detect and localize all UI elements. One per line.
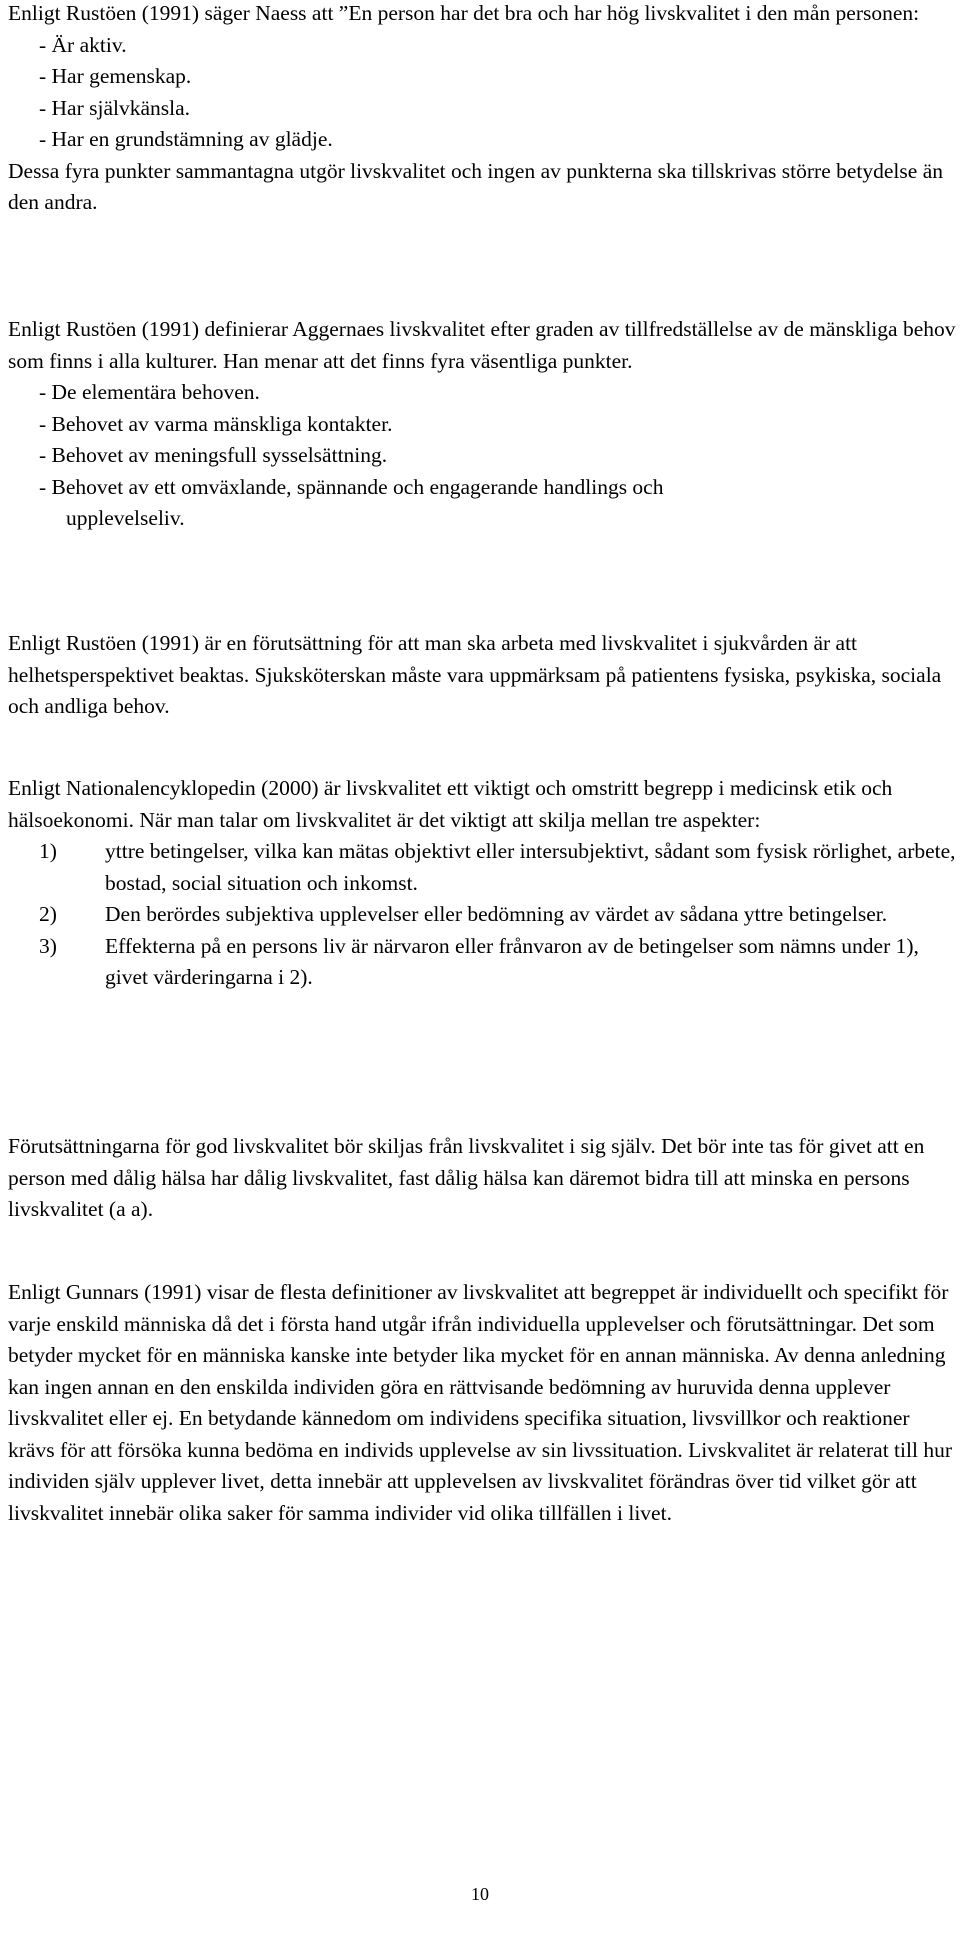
numbered-item xyxy=(8,836,958,899)
section-nationalencyklopedin xyxy=(8,773,958,994)
item-text: Effekterna på en persons liv är närvaron eller frånvaron av de betingelser som nämns under 1), givet värderingarna i 2). xyxy=(105,933,919,989)
paragraph: Enligt Nationalencyklopedin (2000) är livskvalitet ett viktigt och omstritt begrepp i medicinsk etik och hälsoekonomi. När man talar om livskvalitet är det viktigt att skilja mellan tre aspekter: xyxy=(8,776,893,832)
item-text: yttre betingelser, vilka kan mätas objektivt eller intersubjektivt, sådant som fysisk rörlighet, arbete, bostad, social situation och inkomst. xyxy=(105,839,956,895)
numbered-item xyxy=(8,931,958,994)
section-forutsattningar xyxy=(8,1131,958,1226)
item-number: 3) xyxy=(39,933,57,958)
paragraph: Enligt Rustöen (1991) är en förutsättning för att man ska arbeta med livskvalitet i sjukvården är att helhetsperspektivet beaktas. Sjuksköterskan måste vara uppmärksam på patientens fysiska, psykiska, sociala och andliga behov. xyxy=(8,631,942,718)
list-item: - Behovet av ett omväxlande, spännande och engagerande handlings och xyxy=(39,474,664,499)
list-item: - Är aktiv. xyxy=(39,32,127,57)
section-aggernaes xyxy=(8,314,958,535)
item-number: 1) xyxy=(39,839,57,863)
item-text: Den berördes subjektiva upplevelser eller bedömning av värdet av sådana yttre betingelser. xyxy=(105,902,888,926)
section-naess xyxy=(8,0,958,219)
list-item: - Behovet av meningsfull sysselsättning. xyxy=(39,443,388,467)
section-gunnars xyxy=(8,1277,958,1529)
list-item: - Har gemenskap. xyxy=(39,64,192,88)
list-item: - Har självkänsla. xyxy=(39,95,191,120)
paragraph: Förutsättningarna för god livskvalitet bör skiljas från livskvalitet i sig själv. Det bör inte tas för givet att en person med dålig hälsa har dålig livskvalitet, fast dålig hälsa kan däremot bidra till att minska en persons livskvalitet (a a). xyxy=(8,1134,925,1221)
list-item: - Har en grundstämning av glädje. xyxy=(39,127,333,151)
paragraph: Dessa fyra punkter sammantagna utgör livskvalitet och ingen av punkterna ska tillskrivas större betydelse än den andra. xyxy=(8,158,943,214)
section-helhetsperspektiv xyxy=(8,628,958,723)
numbered-item xyxy=(8,899,958,931)
paragraph: Enligt Rustöen (1991) säger Naess att ”En person har det bra och har hög livskvalitet i den mån personen: xyxy=(8,1,920,25)
list-item-continuation: upplevelseliv. xyxy=(66,506,185,530)
item-number: 2) xyxy=(39,902,57,926)
list-item: - Behovet av varma mänskliga kontakter. xyxy=(39,411,393,436)
paragraph: Enligt Gunnars (1991) visar de flesta definitioner av livskvalitet att begreppet är individuellt och specifikt för varje enskild människa då det i första hand utgår ifrån individuella upplevelser och förutsättningar. Det som betyder mycket för en människa kanske inte betyder lika mycket för en annan människa. Av denna anledning kan ingen annan en den enskilda individen göra en rättvisande bedömning av huruvida denna upplever livskvalitet eller ej. En betydande kännedom om individens specifika situation, livsvillkor och reaktioner krävs för att försöka kunna bedöma en individs upplevelse av sin livssituation. Livskvalitet är relaterat till hur individen själv upplever livet, detta innebär att upplevelsen av livskvalitet förändras över tid vilket gör att livskvalitet innebär olika saker för samma individer vid olika tillfällen i livet. xyxy=(8,1280,952,1525)
list-item: - De elementära behoven. xyxy=(39,380,260,404)
paragraph: Enligt Rustöen (1991) definierar Aggernaes livskvalitet efter graden av tillfredställelse av de mänskliga behov som finns i alla kulturer. Han menar att det finns fyra väsentliga punkter. xyxy=(8,317,956,373)
page-number: 10 xyxy=(471,1884,489,1904)
